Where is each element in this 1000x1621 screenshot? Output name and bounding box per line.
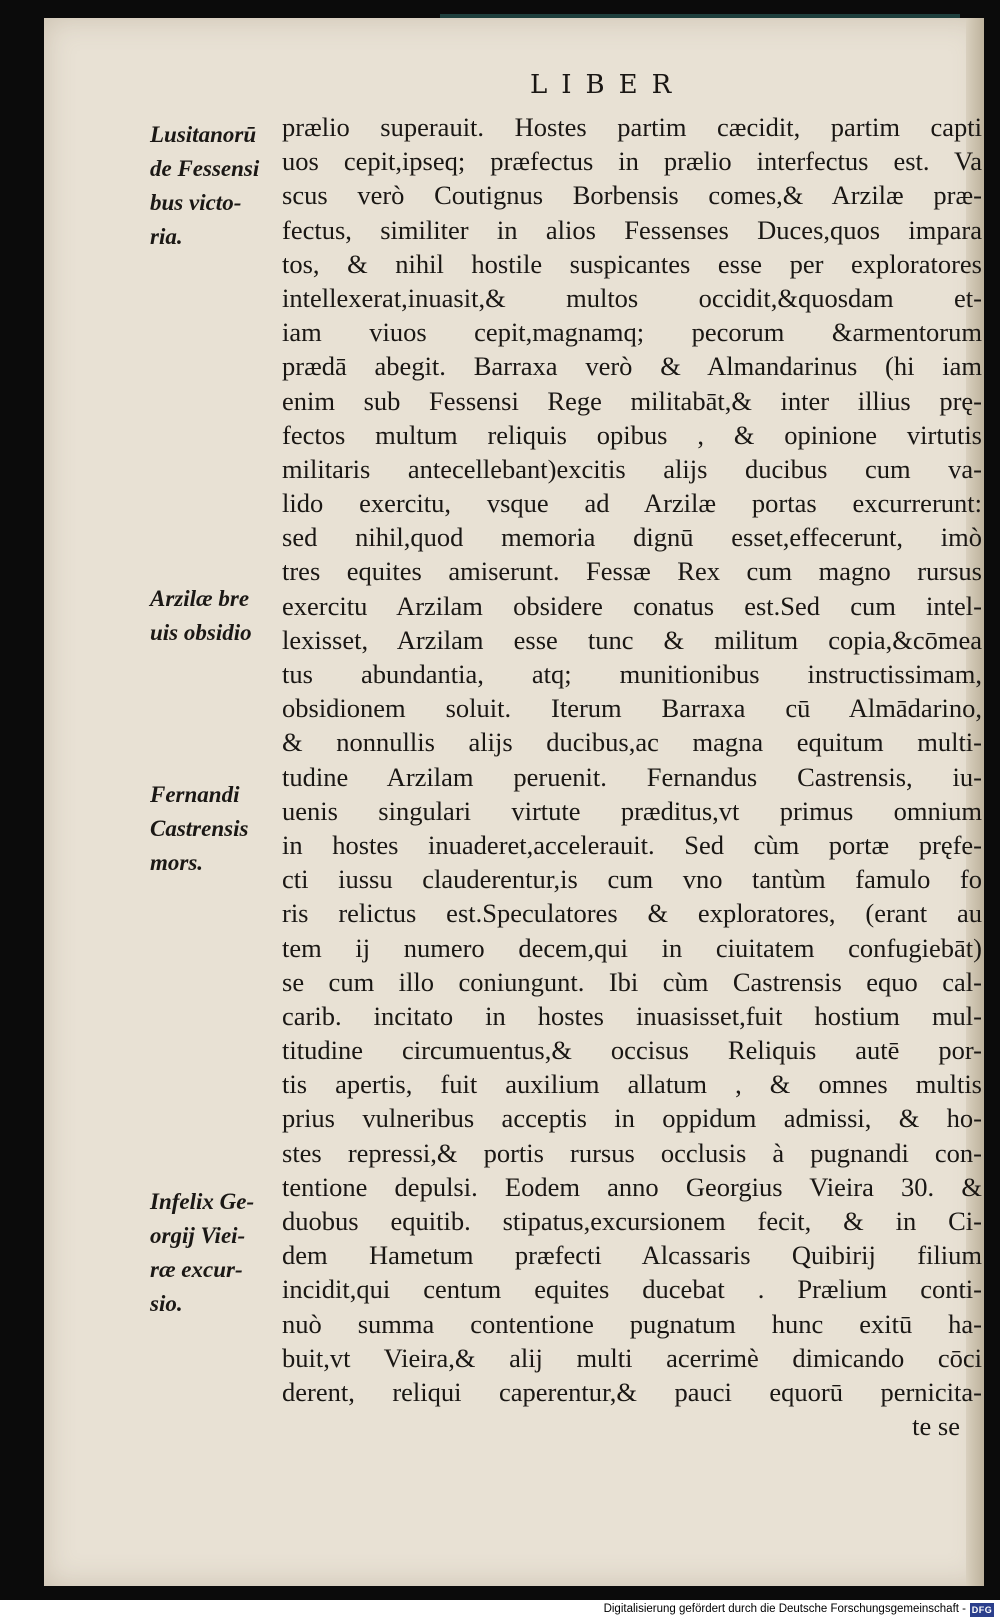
margin-notes (150, 0, 275, 1600)
text-line: intellexerat,inuasit,& multos occidit,&quosdam et- (282, 282, 982, 313)
text-line: militaris antecellebant)excitis alijs ducibus cum va- (282, 453, 982, 484)
text-line: tis apertis, fuit auxilium allatum , & omnes multis (282, 1069, 982, 1100)
text-line: prius vulneribus acceptis in oppidum admissi, & ho- (282, 1103, 982, 1134)
text-line: stes repressi,& portis rursus occlusis à pugnandi con- (282, 1137, 982, 1168)
text-line: te se (912, 1411, 960, 1442)
text-line: nuò summa contentione pugnatum hunc exitū ha- (282, 1308, 982, 1339)
text-line: enim sub Fessensi Rege militabāt,& inter illius prę- (282, 385, 982, 416)
text-line: tus abundantia, atq; munitionibus instructissimam, (282, 659, 982, 689)
text-line: in hostes inuaderet,accelerauit. Sed cùm portæ pręfe- (282, 829, 982, 860)
text-line: scus verò Coutignus Borbensis comes,& Arzilæ præ- (282, 180, 982, 211)
text-line: uenis singulari virtute præditus,vt primus omnium (282, 795, 982, 826)
text-line: tem ij numero decem,qui in ciuitatem confugiebāt) (282, 932, 982, 963)
text-line: lido exercitu, vsque ad Arzilæ portas excurrerunt: (282, 488, 982, 519)
text-line: uos cepit,ipseq; præfectus in prælio interfectus est. Va (282, 146, 982, 177)
margin-note: Infelix Ge- orgij Viei- ræ excur- sio. (150, 1189, 255, 1316)
text-line: fectos multum reliquis opibus , & opinione virtutis (282, 419, 982, 450)
text-line: duobus equitib. stipatus,excursionem fecit, & in Ci- (282, 1206, 982, 1236)
text-line: prædā abegit. Barraxa verò & Almandarinus (hi iam (282, 351, 982, 382)
text-line: exercitu Arzilam obsidere conatus est.Sed cum intel- (282, 590, 982, 621)
footer-bar (0, 1600, 1000, 1621)
text-line: fectus, similiter in alios Fessenses Duces,quos impara (282, 214, 982, 245)
margin-note: Arzilæ bre uis obsidio (150, 586, 252, 645)
text-line: dem Hametum præfecti Alcassaris Quibirij filium (282, 1240, 982, 1271)
text-line: tos, & nihil hostile suspicantes esse per exploratores (282, 248, 982, 279)
text-line: sed nihil,quod memoria dignū esset,effecerunt, imò (282, 522, 982, 553)
funding-notice: Digitalisierung gefördert durch die Deutsche Forschungsgemeinschaft - (603, 1603, 966, 1615)
text-line: cti iussu clauderentur,is cum vno tantùm famulo fo (282, 864, 982, 895)
text-line: iam viuos cepit,magnamq; pecorum &armentorum (282, 317, 982, 348)
dfg-logo: DFG (971, 1605, 993, 1615)
text-line: se cum illo coniungunt. Ibi cùm Castrensis equo cal- (282, 966, 982, 997)
text-line: obsidionem soluit. Iterum Barraxa cū Almādarino, (282, 693, 982, 724)
text-line: lexisset, Arzilam esse tunc & militum copia,&cōmea (282, 624, 982, 655)
text-line: titudine circumuentus,& occisus Reliquis autē por- (282, 1035, 982, 1066)
text-line: prælio superauit. Hostes partim cæcidit, partim capti (282, 112, 982, 142)
text-line: tudine Arzilam peruenit. Fernandus Castrensis, iu- (282, 761, 982, 792)
text-line: carib. incitato in hostes inuasisset,fuit hostium mul- (282, 1000, 982, 1031)
text-line: tres equites amiserunt. Fessæ Rex cum magno rursus (282, 556, 982, 587)
text-line: incidit,qui centum equites ducebat . Prælium conti- (282, 1274, 982, 1305)
margin-note: Lusitanorū de Fessensi bus victo- ria. (150, 122, 260, 249)
text-line: ris relictus est.Speculatores & exploratores, (erant au (282, 898, 982, 929)
text-line: tentione depulsi. Eodem anno Georgius Vieira 30. & (282, 1171, 982, 1202)
body-text (282, 110, 982, 1443)
text-line: buit,vt Vieira,& alij multi acerrimè dimicando cōci (282, 1342, 982, 1373)
text-line: derent, reliqui caperentur,& pauci equorū pernicita- (282, 1376, 982, 1407)
margin-note: Fernandi Castrensis mors. (150, 782, 249, 875)
running-head: LIBER (530, 70, 686, 100)
text-line: & nonnullis alijs ducibus,ac magna equitum multi- (282, 727, 982, 758)
